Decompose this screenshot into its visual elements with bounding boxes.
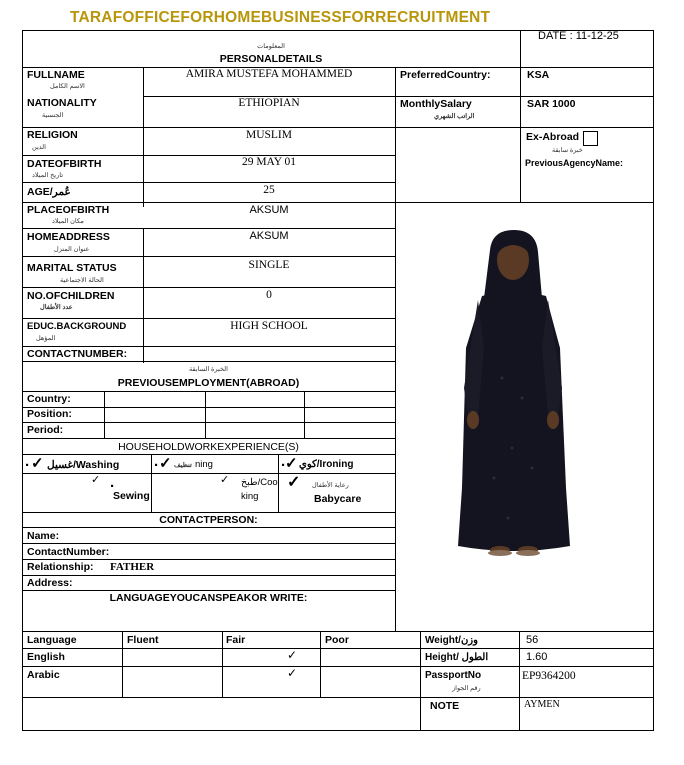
english-fair-check: ✓ xyxy=(287,648,298,662)
nationality-label: NATIONALITY xyxy=(27,97,97,109)
form-date: DATE : 11-12-25 xyxy=(538,30,619,42)
age-label: AGE/عُمر xyxy=(27,186,71,198)
cleaning-check: ✓ xyxy=(159,455,172,472)
note-value: AYMEN xyxy=(524,699,560,710)
home-address-label: HOMEADDRESS xyxy=(27,231,110,243)
marital-status-label: MARITAL STATUS xyxy=(27,262,117,274)
ex-abroad-checkbox[interactable] xyxy=(583,131,598,146)
religion-label-ar: الدين xyxy=(32,144,46,151)
passport-label: PassportNo xyxy=(425,670,482,681)
contact-number-label: CONTACTNUMBER: xyxy=(27,348,128,360)
languages-heading: LANGUAGEYOUCANSPEAKOR WRITE: xyxy=(109,592,308,604)
previous-agency-label: PreviousAgencyName: xyxy=(525,158,624,168)
washing-check: ✓ xyxy=(31,455,44,472)
personal-section-ar: المعلومات xyxy=(257,43,285,50)
marital-status-label-ar: الحالة الاجتماعية xyxy=(60,277,104,284)
full-name-label-ar: الاسم الكامل xyxy=(50,83,85,90)
monthly-salary-label: MonthlySalary xyxy=(400,98,472,110)
babycare-label: Babycare xyxy=(314,493,362,505)
education-label-ar: المؤهل xyxy=(36,335,56,342)
home-address-label-ar: عنوان المنزل xyxy=(54,246,90,253)
dob-label-ar: تاريخ الميلاد xyxy=(32,172,64,179)
preferred-country-label: PreferredCountry: xyxy=(400,69,491,81)
ironing-check: ✓ xyxy=(285,455,298,472)
children-value: 0 xyxy=(266,289,272,301)
candidate-figure xyxy=(458,230,570,556)
personal-section-heading: PERSONALDETAILS xyxy=(219,53,323,65)
lang-header-language: Language xyxy=(27,634,77,646)
prev-position-label: Position: xyxy=(27,408,72,420)
home-address-value: AKSUM xyxy=(249,230,289,242)
babycare-check: ✓ xyxy=(287,474,301,491)
washing-dot: . xyxy=(25,453,30,470)
cooking-check: ✓ xyxy=(220,474,230,486)
contact-name-label: Name: xyxy=(27,530,60,542)
ex-abroad-label-ar: خبرة سابقة xyxy=(552,147,583,154)
sewing-check: ✓ xyxy=(91,474,101,486)
candidate-photo xyxy=(442,228,582,564)
cleaning-label: ning xyxy=(195,459,213,470)
height-label: Height/ الطول xyxy=(425,652,489,663)
children-label: NO.OFCHILDREN xyxy=(27,290,115,302)
cleaning-label-ar: تنظيف xyxy=(174,462,192,469)
ex-abroad-label: Ex-Abroad xyxy=(526,131,580,143)
pob-label: PLACEOFBIRTH xyxy=(27,204,110,216)
babycare-label-ar: رعاية الأطفال xyxy=(312,482,349,489)
nationality-label-ar: الجنسية xyxy=(42,112,64,119)
full-name-value: AMIRA MUSTEFA MOHAMMED xyxy=(185,68,353,80)
contact-number-person-label: ContactNumber: xyxy=(27,546,110,558)
washing-label: غسيل/Washing xyxy=(47,459,120,471)
height-value: 1.60 xyxy=(526,651,548,663)
children-label-ar: عدد الأطفال xyxy=(40,304,73,311)
relationship-label: Relationship: xyxy=(27,561,94,573)
prev-country-label: Country: xyxy=(27,393,71,405)
full-name-label: FULLNAME xyxy=(27,69,85,81)
contact-person-heading: CONTACTPERSON: xyxy=(159,514,258,526)
prev-period-label: Period: xyxy=(27,424,64,436)
lang-header-fluent: Fluent xyxy=(127,634,159,646)
agency-title: TARAFOFFICEFORHOMEBUSINESSFORRECRUITMENT xyxy=(70,9,491,26)
weight-label: Weight/وزن xyxy=(425,635,478,646)
arabic-fair-check: ✓ xyxy=(287,666,298,680)
lang-arabic: Arabic xyxy=(27,669,60,681)
religion-value: MUSLIM xyxy=(245,129,292,141)
monthly-salary-label-ar: الراتب الشهري xyxy=(434,113,475,120)
marital-status-value: SINGLE xyxy=(248,259,290,271)
dob-value: 29 MAY 01 xyxy=(241,156,297,168)
relationship-value: FATHER xyxy=(110,561,155,573)
sewing-label: Sewing xyxy=(113,490,150,502)
prev-employment-ar: الخبرة السابقة xyxy=(189,366,228,373)
ironing-dot: . xyxy=(281,453,286,470)
cleaning-dot: . xyxy=(154,453,159,470)
religion-label: RELIGION xyxy=(27,129,78,141)
nationality-value: ETHIOPIAN xyxy=(238,97,300,109)
education-label: EDUC.BACKGROUND xyxy=(27,321,127,332)
sewing-dot: . xyxy=(110,474,115,491)
lang-header-poor: Poor xyxy=(325,634,349,646)
monthly-salary-value: SAR 1000 xyxy=(527,98,576,110)
lang-header-fair: Fair xyxy=(226,634,246,646)
household-heading: HOUSEHOLDWORKEXPERIENCE(S) xyxy=(118,441,299,453)
dob-label: DATEOFBIRTH xyxy=(27,158,102,170)
pob-label-ar: مكان الميلاد xyxy=(52,218,84,225)
cooking-label-ar: طبخ/Coo xyxy=(241,477,278,488)
weight-value: 56 xyxy=(526,634,539,646)
note-label: NOTE xyxy=(430,700,460,712)
preferred-country-value: KSA xyxy=(527,69,550,81)
address-label: Address: xyxy=(27,577,73,589)
pob-value: AKSUM xyxy=(249,204,289,216)
passport-label-ar: رقم الجواز xyxy=(452,685,481,692)
lang-english: English xyxy=(27,651,65,663)
prev-employment-heading: PREVIOUSEMPLOYMENT(ABROAD) xyxy=(117,377,300,389)
ironing-label: كوي/Ironing xyxy=(299,459,354,470)
passport-value: EP9364200 xyxy=(522,670,576,682)
cooking-label: king xyxy=(241,491,259,502)
education-value: HIGH SCHOOL xyxy=(230,320,308,332)
age-value: 25 xyxy=(263,184,275,196)
